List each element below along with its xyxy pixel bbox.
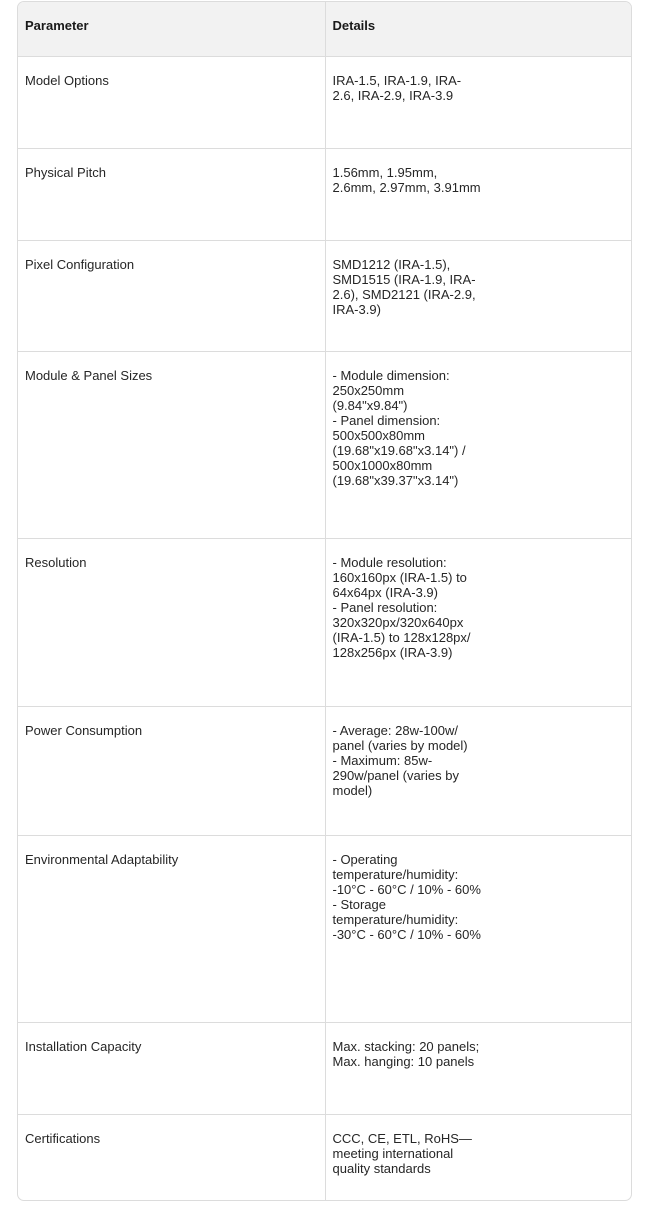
row-details: IRA-1.5, IRA-1.9, IRA-2.6, IRA-2.9, IRA-3.9 bbox=[325, 56, 631, 148]
spec-table-container bbox=[17, 1, 632, 1201]
row-details: - Average: 28w-100w/ panel (varies by model) - Maximum: 85w-290w/panel (varies by model) bbox=[325, 706, 631, 835]
table-row bbox=[18, 351, 631, 538]
row-parameter: Model Options bbox=[18, 56, 325, 148]
row-parameter: Installation Capacity bbox=[18, 1022, 325, 1114]
table-row bbox=[18, 148, 631, 240]
row-details: CCC, CE, ETL, RoHS—meeting international quality standards bbox=[325, 1114, 631, 1201]
row-details: - Module resolution: 160x160px (IRA-1.5) to 64x64px (IRA-3.9) - Panel resolution: 320x320px/320x640px (IRA-1.5) to 128x128px/ 128x256px (IRA-3.9) bbox=[325, 538, 631, 706]
row-parameter: Module & Panel Sizes bbox=[18, 351, 325, 538]
row-parameter: Physical Pitch bbox=[18, 148, 325, 240]
table-row bbox=[18, 706, 631, 835]
row-parameter: Power Consumption bbox=[18, 706, 325, 835]
table-header-row bbox=[18, 2, 631, 56]
spec-table bbox=[18, 2, 631, 1201]
header-details: Details bbox=[325, 2, 631, 56]
row-details: Max. stacking: 20 panels; Max. hanging: 10 panels bbox=[325, 1022, 631, 1114]
row-parameter: Certifications bbox=[25, 1130, 101, 1146]
row-parameter: Pixel Configuration bbox=[18, 240, 325, 351]
row-details: 1.56mm, 1.95mm, 2.6mm, 2.97mm, 3.91mm bbox=[325, 148, 631, 240]
row-details: - Module dimension: 250x250mm (9.84"x9.84") - Panel dimension: 500x500x80mm (19.68"x19.68"x3.14") / 500x1000x80mm (19.68"x39.37"x3.14") bbox=[325, 351, 631, 538]
header-parameter: Parameter bbox=[18, 2, 325, 56]
table-row bbox=[18, 1114, 631, 1201]
table-row bbox=[18, 240, 631, 351]
row-parameter: Environmental Adaptability bbox=[18, 835, 325, 1022]
row-details: SMD1212 (IRA-1.5), SMD1515 (IRA-1.9, IRA-2.6), SMD2121 (IRA-2.9, IRA-3.9) bbox=[325, 240, 631, 351]
table-row bbox=[18, 56, 631, 148]
row-details: - Operating temperature/humidity: -10°C - 60°C / 10% - 60% - Storage temperature/humidity: -30°C - 60°C / 10% - 60% bbox=[325, 835, 631, 1022]
table-row bbox=[18, 835, 631, 1022]
table-row bbox=[18, 538, 631, 706]
table-row bbox=[18, 1022, 631, 1114]
row-parameter: Resolution bbox=[18, 538, 325, 706]
